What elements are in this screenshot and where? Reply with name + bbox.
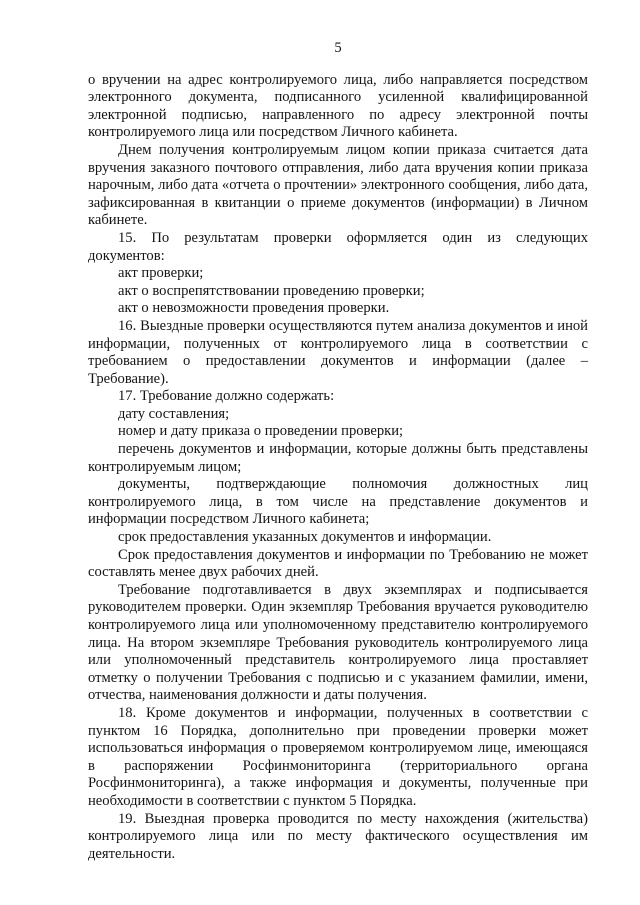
page-number: 5 <box>334 40 342 56</box>
paragraph: Днем получения контролируемым лицом копии приказа считается дата вручения заказного почтового отправления, либо дата вручения копии приказа нарочным, либо дата «отчета о прочтении» электронного сообщения, либо дата, зафиксированная в квитанции о приеме документов (информации) в Личном кабинете. <box>88 141 588 229</box>
paragraph: Требование подготавливается в двух экземплярах и подписывается руководителем проверки. Один экземпляр Требования вручается руководителю контролируемого лица или уполномоченному представителю контролируемого лица. На втором экземпляре Требования руководитель контролируемого лица или уполномоченный представитель контролируемого лица проставляет отметку о получении Требования с подписью и с указанием фамилии, имени, отчества, наименования должности и даты получения. <box>88 581 588 704</box>
list-item: дату составления; <box>118 405 230 422</box>
paragraph: Срок предоставления документов и информации по Требованию не может составлять менее двух рабочих дней. <box>88 546 588 581</box>
list-item: номер и дату приказа о проведении проверки; <box>118 423 404 440</box>
paragraph: документы, подтверждающие полномочия должностных лиц контролируемого лица, в том числе на представление документов и информации посредством Личного кабинета; <box>88 476 588 528</box>
document-page <box>88 40 588 863</box>
paragraph: 15. По результатам проверки оформляется один из следующих документов: <box>88 229 588 264</box>
paragraph: перечень документов и информации, которые должны быть представлены контролируемым лицом; <box>88 441 588 475</box>
list-item: акт о воспрепятствовании проведению проверки; <box>118 282 425 299</box>
list-item: акт о невозможности проведения проверки. <box>118 300 390 317</box>
paragraph: 16. Выездные проверки осуществляются путем анализа документов и иной информации, полученных от контролируемого лица в соответствии с требованием о предоставлении документов и информации (далее – Требование). <box>88 317 588 387</box>
document-body <box>88 72 588 864</box>
paragraph: 19. Выездная проверка проводится по месту нахождения (жительства) контролируемого лица или по месту фактического осуществления им деятельности. <box>88 810 588 862</box>
paragraph: 18. Кроме документов и информации, полученных в соответствии с пунктом 16 Порядка, дополнительно при проведении проверки может использоваться информация о проверяемом контролируемом лице, имеющаяся в распоряжении Росфинмониторинга (территориального органа Росфинмониторинга), а также информация и документы, полученные при необходимости в соответствии с пунктом 5 Порядка. <box>88 704 588 809</box>
list-item: 17. Требование должно содержать: <box>118 388 335 405</box>
list-item: срок предоставления указанных документов и информации. <box>118 529 492 546</box>
list-item: акт проверки; <box>118 265 204 282</box>
paragraph: о вручении на адрес контролируемого лица, либо направляется посредством электронного документа, подписанного усиленной квалифицированной электронной подписью, направленного по адресу электронной почты контролируемого лица или посредством Личного кабинета. <box>88 71 588 141</box>
